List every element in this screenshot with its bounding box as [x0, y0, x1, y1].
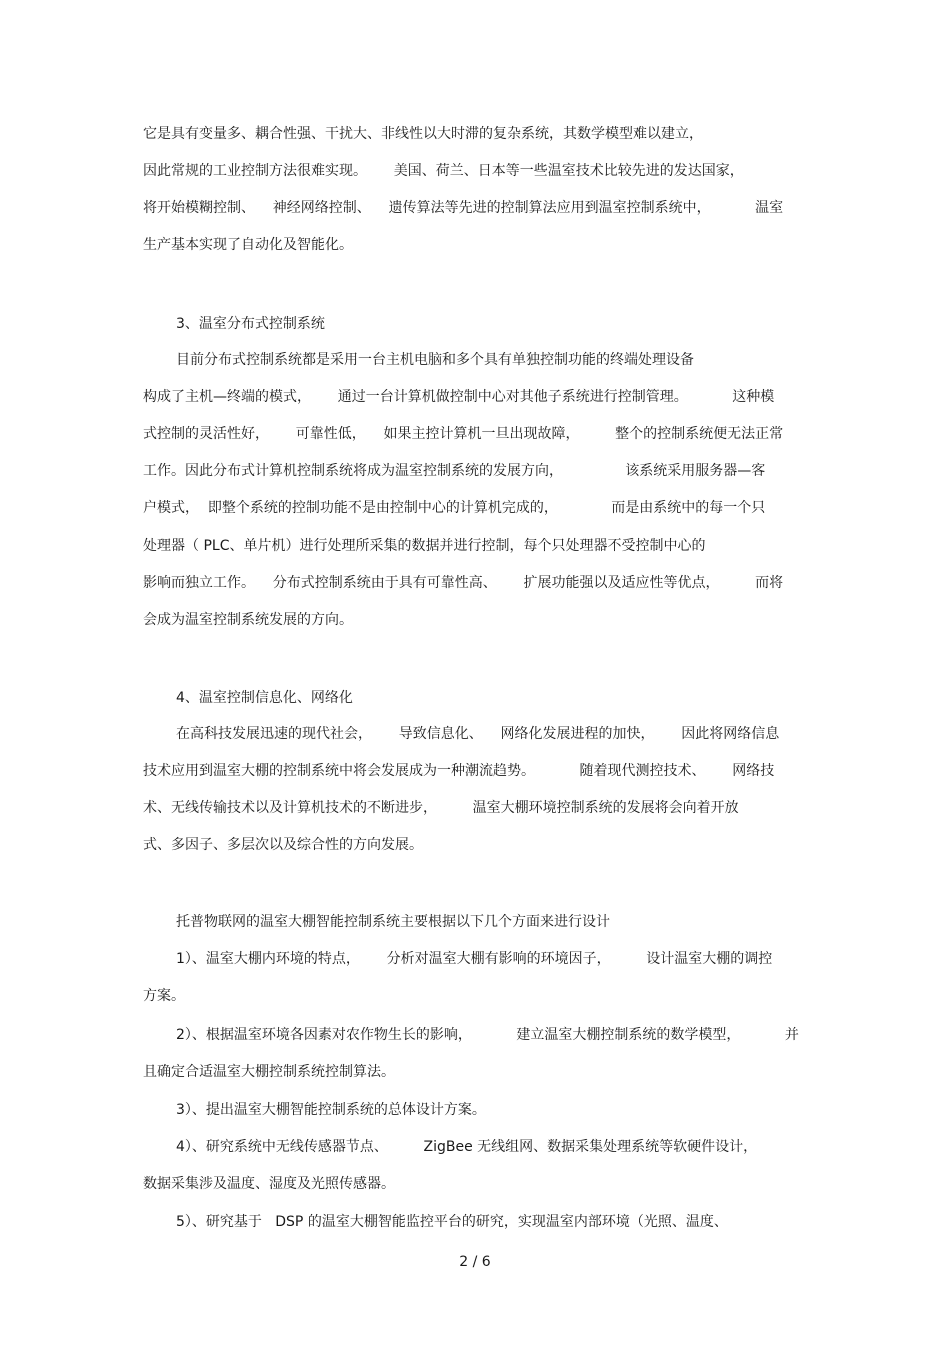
- list-item: 4）、研究系统中无线传感器节点、 ZigBee 无线组网、数据采集处理系统等软硬件设计，: [176, 1139, 758, 1155]
- text-line: 构成了主机—终端的模式， 通过一台计算机做控制中心对其他子系统进行控制管理。 这种模: [143, 389, 775, 405]
- list-item: 1）、温室大棚内环境的特点， 分析对温室大棚有影响的环境因子， 设计温室大棚的调控: [176, 951, 773, 967]
- text-line: 式、多因子、多层次以及综合性的方向发展。: [143, 837, 423, 853]
- list-item: 5）、研究基于 DSP 的温室大棚智能监控平台的研究，实现温室内部环境（光照、温度、: [176, 1214, 728, 1230]
- list-item: 3）、提出温室大棚智能控制系统的总体设计方案。: [176, 1102, 486, 1118]
- text-line: 影响而独立工作。 分布式控制系统由于具有可靠性高、 扩展功能强以及适应性等优点， 而将: [143, 575, 784, 591]
- text-line: 且确定合适温室大棚控制系统控制算法。: [143, 1064, 395, 1080]
- text-line: 式控制的灵活性好， 可靠性低， 如果主控计算机一旦出现故障， 整个的控制系统便无法正常: [143, 426, 784, 442]
- text-line: 因此常规的工业控制方法很难实现。 美国、荷兰、日本等一些温室技术比较先进的发达国家，: [143, 163, 744, 179]
- text-line: 术、无线传输技术以及计算机技术的不断进步， 温室大棚环境控制系统的发展将会向着开放: [143, 800, 739, 816]
- text-line: 在高科技发展迅速的现代社会， 导致信息化、 网络化发展进程的加快， 因此将网络信息: [176, 726, 780, 742]
- text-line: 技术应用到温室大棚的控制系统中将会发展成为一种潮流趋势。 随着现代测控技术、 网络技: [143, 763, 775, 779]
- text-line: 户模式， 即整个系统的控制功能不是由控制中心的计算机完成的， 而是由系统中的每一个只: [143, 500, 766, 516]
- page-number: 2 / 6: [459, 1254, 491, 1270]
- text-line: 工作。因此分布式计算机控制系统将成为温室控制系统的发展方向， 该系统采用服务器—客: [143, 463, 766, 479]
- text-line: 会成为温室控制系统发展的方向。: [143, 612, 353, 628]
- list-item: 2）、根据温室环境各因素对农作物生长的影响， 建立温室大棚控制系统的数学模型， 并: [176, 1027, 799, 1043]
- text-line: 将开始模糊控制、 神经网络控制、 遗传算法等先进的控制算法应用到温室控制系统中， 温室: [143, 200, 784, 216]
- text-line: 它是具有变量多、耦合性强、干扰大、非线性以大时滞的复杂系统，其数学模型难以建立，: [143, 126, 703, 142]
- text-line: 目前分布式控制系统都是采用一台主机电脑和多个具有单独控制功能的终端处理设备: [176, 352, 694, 368]
- text-line: 方案。: [143, 988, 185, 1004]
- text-line: 托普物联网的温室大棚智能控制系统主要根据以下几个方面来进行设计: [176, 914, 610, 930]
- text-line: 生产基本实现了自动化及智能化。: [143, 237, 353, 253]
- text-line: 处理器（ PLC、单片机）进行处理所采集的数据并进行控制，每个只处理器不受控制中心的: [143, 538, 706, 554]
- text-line: 数据采集涉及温度、湿度及光照传感器。: [143, 1176, 395, 1192]
- section-heading: 3、温室分布式控制系统: [176, 316, 325, 332]
- section-heading: 4、温室控制信息化、网络化: [176, 690, 353, 706]
